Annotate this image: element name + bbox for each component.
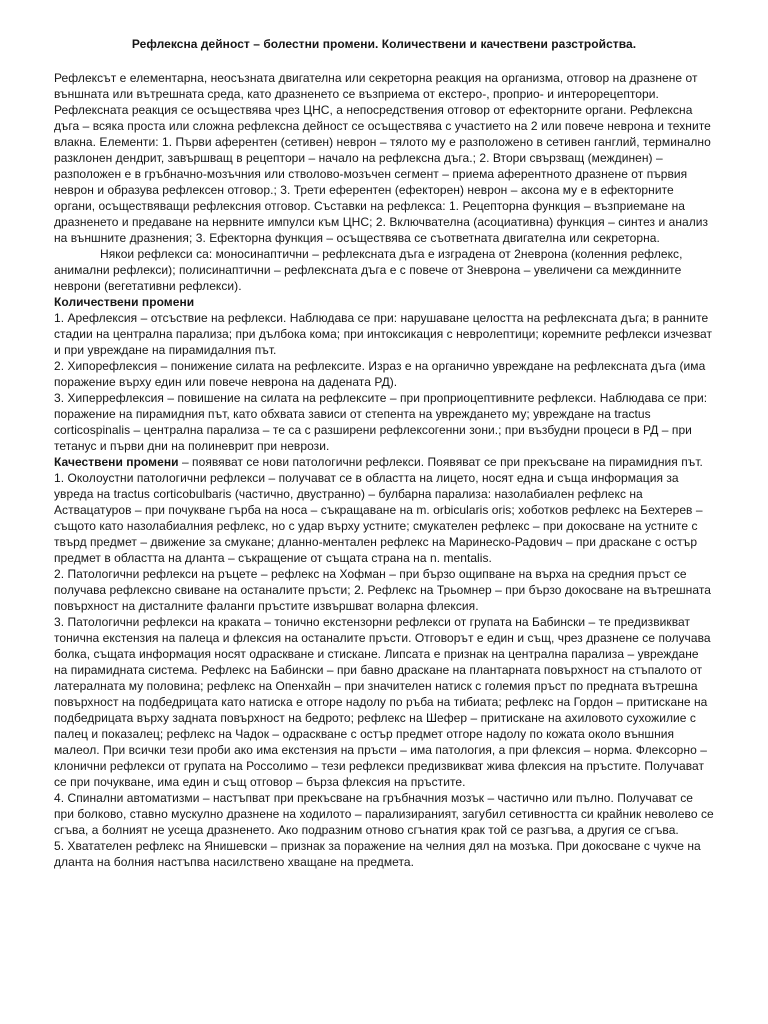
list-item: 3. Хиперрефлексия – повишение на силата на рефлексите – при проприоцептивните рефлекси. Наблюдава се при: поражение на пирамидния път, като обхвата зависи от степента на увреждането му; увреждане на tractus corticospinalis – централна парализа – те са с разширени рефлексогенни зони.; при възбудни процеси в РД – при тетанус и първи дни на полиневрит при неврози.	[54, 391, 708, 453]
list-item: 2. Патологични рефлекси на ръцете – рефлекс на Хофман – при бързо ощипване на върха на средния пръст се получава рефлексно свиване на останалите пръсти; 2. Рефлекс на Трьомнер – при бързо докосване на вътрешната повърхност на дисталните фаланги пръстите извършват воларна флексия.	[54, 567, 711, 613]
intro-paragraph: Рефлексът е елементарна, неосъзната двигателна или секреторна реакция на организма, отговор на дразнене от външната или вътрешната среда, като дразненето се възприема от екстеро-, проприо- и интерорецептори. Рефлексната реакция се осъществява чрез ЦНС, а непосредствения отговор от ефекторните органи. Рефлексна дъга – всяка проста или сложна рефлексна дейност се осъществява с участието на 2 или повече неврона и техните влакна. Елементи: 1. Първи аферентен (сетивен) неврон – тялото му е разположено в сетивен ганглий, терминално разклонен дендрит, завършващ в рецептори – начало на рефлексна дъга.; 2. Втори свързващ (междинен) – разположен е в гръбначно-мозъчния или стволово-мозъчен сегмент – приема аферентното дразнене от първия неврон и образува рефлексен отговор.; 3. Трети еферентен (ефекторен) неврон – аксона му е в ефекторните органи, осъществяващи рефлексния отговор. Съставки на рефлекса: 1. Рецепторна функция – възприемане на дразненето и предаване на нервните импулси към ЦНС; 2. Включвателна (асоциативна) функция – синтез и анализ на външните дразнения; 3. Ефекторна функция – осъществява се съответната двигателна или секреторна.	[54, 71, 711, 245]
quantitative-list	[54, 310, 714, 454]
reflex-types-paragraph: Някои рефлекси са: моносинаптични – рефлексната дъга е изградена от 2неврона (коленния рефлекс, анимални рефлекси); полисинаптични – рефлексната дъга е с повече от 3неврона – увеличени са междинните неврони (вегетативни рефлекси).	[54, 247, 683, 293]
list-item: 3. Патологични рефлекси на краката – тонично екстензорни рефлекси от групата на Бабински – те предизвикват тонична екстензия на палеца и флексия на останалите пръсти. Отговорът е един и същ, чрез дразнене се получава болка, същата информация носят одраскване и стискане. Липсата е признак на централна парализа – увреждане на пирамидната система. Рефлекс на Бабински – при бавно драскане на плантарната повърхност на стъпалото от латералната му половина; рефлекс на Опенхайн – при значителен натиск с големия пръст по предната вътрешна повърхност на подбедрицата като натиска е отгоре надолу по ръба на тибиата; рефлекс на Гордон – притискане на подбедрицата върху задната повърхност на бедрото; рефлекс на Шефер – притискане на ахиловото сухожилие с палец и показалец; рефлекс на Чадок – одраскване с остър предмет отгоре надолу по кожата около външния малеол. При всички тези проби ако има екстензия на пръсти – има патология, а при флексия – норма. Флексорно – клонични рефлекси от групата на Россолимо – тези рефлекси предизвикват жива флексия на пръстите. Получават се при почукване, има един и същ отговор – бърза флексия на пръстите.	[54, 615, 711, 789]
document-title: Рефлексна дейност – болестни промени. Количествени и качествени разстройства.	[131, 37, 637, 51]
list-item: 4. Спинални автоматизми – настъпват при прекъсване на гръбначния мозък – частично или пълно. Получават се при болково, ставно мускулно дразнене на ходилото – парализираният, загубил сетивността си крайник неволево се сгъва, а болният не усеща дразненето. Ако подразним отново сгънатия крак той се разгъва, а другия се сгъва.	[54, 791, 714, 837]
list-item: 5. Хватателен рефлекс на Янишевски – признак за поражение на челния дял на мозъка. При докосване с чукче на дланта на болния настъпва насилствено хващане на предмета.	[54, 839, 701, 869]
list-item: 1. Околоустни патологични рефлекси – получават се в областта на лицето, носят една и съща информация за увреда на tractus corticobulbaris (частично, двустранно) – булбарна парализа: назолабиален рефлекс на Аствацатуров – при почукване гърба на носа – съкращаване на m. orbicularis oris; хоботков рефлекс на Бехтерев – същото като назолабиалния рефлекс, но с удар върху устните; смукателен рефлекс – при докосване на устните с твърд предмет – движение за смукане; дланно-ментален рефлекс на Маринеско-Радович – при драскане с остър предмет в областта на дланта – съкращение от същата страна на n. mentalis.	[54, 471, 703, 565]
list-item: 1. Арефлексия – отсъствие на рефлекси. Наблюдава се при: нарушаване целостта на рефлексната дъга; в ранните стадии на централна парализа; при дълбока кома; при интоксикация с невролептици; коремните рефлекси изчезват и при увреждане на пирамидалния път.	[54, 311, 713, 357]
qualitative-heading: Качествени промени	[54, 455, 179, 469]
document-page	[54, 36, 714, 870]
list-item: 2. Хипорефлексия – понижение силата на рефлексите. Израз е на органично увреждане на рефлексната дъга (има поражение върху един или повече неврона на дадената РД).	[54, 359, 706, 389]
qualitative-heading-tail: – появяват се нови патологични рефлекси. Появяват се при прекъсване на пирамидния път.	[178, 455, 703, 469]
quantitative-heading: Количествени промени	[54, 295, 195, 309]
qualitative-list	[54, 470, 714, 870]
qualitative-intro	[54, 454, 714, 470]
